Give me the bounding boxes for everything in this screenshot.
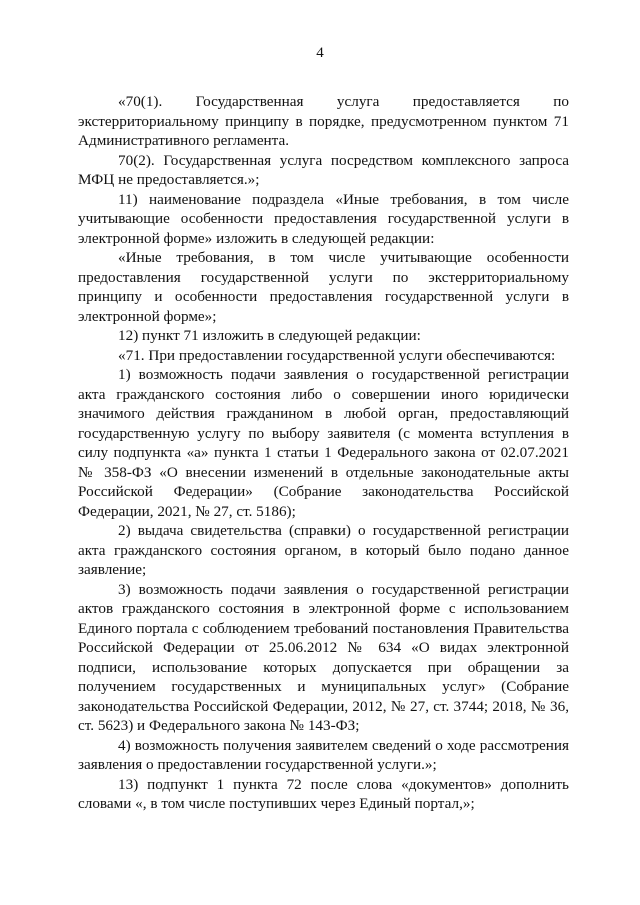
page-number: 4 bbox=[316, 45, 324, 61]
paragraph-71-point-4: 4) возможность получения заявителем сведений о ходе рассмотрения заявления о предоставлении государственной услуги.»; bbox=[78, 736, 569, 773]
paragraph-item-13: 13) подпункт 1 пункта 72 после слова «документов» дополнить словами «, в том числе поступивших через Единый портал,»; bbox=[78, 775, 569, 812]
document-body bbox=[78, 92, 569, 814]
paragraph-70-1: «70(1). Государственная услуга предоставляется по экстерриториальному принципу в порядке, предусмотренном пунктом 71 Административного регламента. bbox=[78, 93, 569, 149]
paragraph-71-point-2: 2) выдача свидетельства (справки) о государственной регистрации акта гражданского состояния органом, в который было подано данное заявление; bbox=[78, 522, 569, 578]
paragraph-item-12: 12) пункт 71 изложить в следующей редакции: bbox=[118, 327, 421, 344]
paragraph-70-2: 70(2). Государственная услуга посредством комплексного запроса МФЦ не предоставляется.»; bbox=[78, 151, 569, 188]
paragraph-71-point-3: 3) возможность подачи заявления о государственной регистрации актов гражданского состояния в электронной форме с использованием Единого портала с соблюдением требований постановления Правительства Российской Федерации от 25.06.2012 № 634 «О видах электронной подписи, использование которых допускается при обращении за получением государственных и муниципальных услуг» (Собрание законодательства Российской Федерации, 2012, № 27, ст. 3744; 2018, № 36, ст. 5623) и Федерального закона № 143-ФЗ; bbox=[78, 580, 569, 734]
paragraph-71-intro: «71. При предоставлении государственной услуги обеспечиваются: bbox=[118, 346, 556, 364]
paragraph-subsection-title: «Иные требования, в том числе учитывающие особенности предоставления государственной услуги по экстерриториальному принципу и особенности предоставления государственной услуги в электронной форме»; bbox=[78, 249, 569, 325]
paragraph-item-11: 11) наименование подраздела «Иные требования, в том числе учитывающие особенности предоставления государственной услуги в электронной форме» изложить в следующей редакции: bbox=[78, 190, 569, 247]
paragraph-71-point-1: 1) возможность подачи заявления о государственной регистрации акта гражданского состояния либо о совершении иного юридически значимого действия гражданином в любой орган, предоставляющий государственную услугу по выбору заявителя (с момента вступления в силу подпункта «а» пункта 1 статьи 1 Федерального закона от 02.07.2021 № 358-ФЗ «О внесении изменений в отдельные законодательные акты Российской Федерации» (Собрание законодательства Российской Федерации, 2021, № 27, ст. 5186); bbox=[78, 366, 569, 520]
